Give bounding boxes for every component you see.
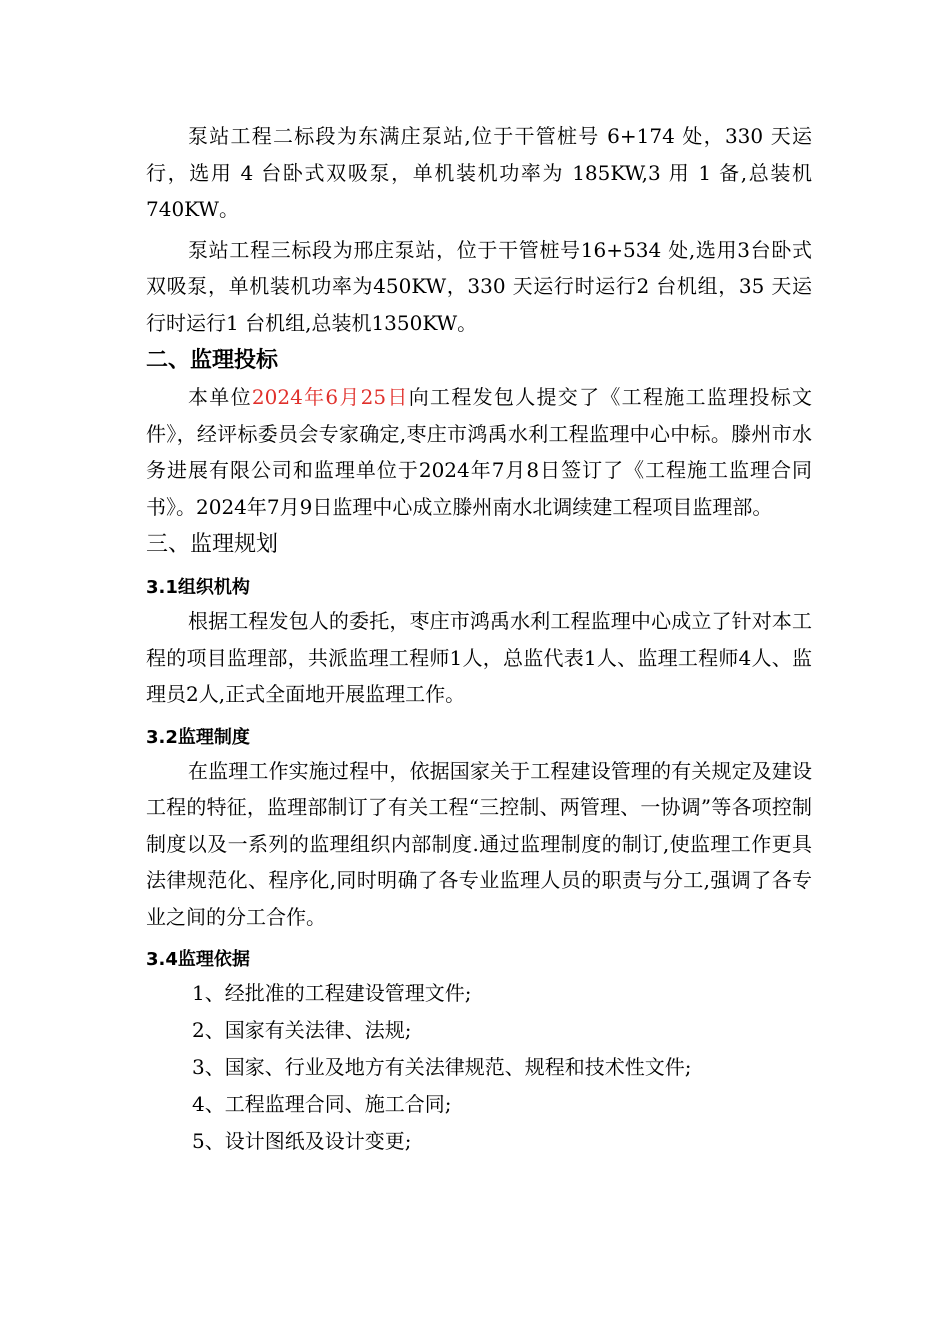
basis-list — [146, 975, 812, 1160]
list-item: 1、经批准的工程建设管理文件; — [192, 981, 472, 1005]
heading-organization: 3.1组织机构 — [146, 577, 250, 598]
list-item: 2、国家有关法律、法规; — [192, 1018, 412, 1042]
paragraph-organization: 根据工程发包人的委托，枣庄市鸿禹水利工程监理中心成立了针对本工程的项目监理部，共派监理工程师1人，总监代表1人、监理工程师4人、监理员2人,正式全面地开展监理工作。 — [146, 609, 812, 706]
heading-planning: 三、监理规划 — [146, 532, 279, 557]
heading-basis: 3.4监理依据 — [146, 949, 250, 970]
heading-bidding: 二、监理投标 — [146, 348, 279, 373]
bidding-body: 向工程发包人提交了《工程施工监理投标文件》，经评标委员会专家确定,枣庄市鸿禹水利工程监理中心中标。滕州市水务进展有限公司和监理单位于2024年7月8日签订了《工程施工监理合同书》。2024年7月9日监理中心成立滕州南水北调续建工程项目监理部。 — [146, 385, 813, 519]
heading-system: 3.2监理制度 — [146, 726, 250, 748]
paragraph-system: 在监理工作实施过程中，依据国家关于工程建设管理的有关规定及建设工程的特征，监理部制订了有关工程“三控制、两管理、一协调”等各项控制制度以及一系列的监理组织内部制度.通过监理制度的制订,使监理工作更具法律规范化、程序化,同时明确了各专业监理人员的职责与分工,强调了各专业之间的分工合作。 — [146, 758, 812, 929]
bidding-intro: 本单位 — [188, 385, 252, 409]
list-item: 4、工程监理合同、施工合同; — [192, 1092, 452, 1116]
bidding-date: 2024年6月25日 — [251, 385, 409, 409]
paragraph-pump-station-3: 泵站工程三标段为邢庄泵站，位于干管桩号16+534 处,选用3台卧式双吸泵，单机装机功率为450KW，330 天运行时运行2 台机组，35 天运行时运行1 台机组,总装机1350KW。 — [146, 237, 812, 335]
list-item: 3、国家、行业及地方有关法律规范、规程和技术性文件; — [192, 1055, 692, 1079]
list-item: 5、设计图纸及设计变更; — [192, 1129, 412, 1153]
paragraph-bidding — [146, 379, 812, 525]
paragraph-pump-station-2: 泵站工程二标段为东满庄泵站,位于干管桩号 6+174 处，330 天运行，选用 4 台卧式双吸泵，单机装机功率为 185KW,3 用 1 备,总装机 740KW。 — [146, 124, 812, 221]
